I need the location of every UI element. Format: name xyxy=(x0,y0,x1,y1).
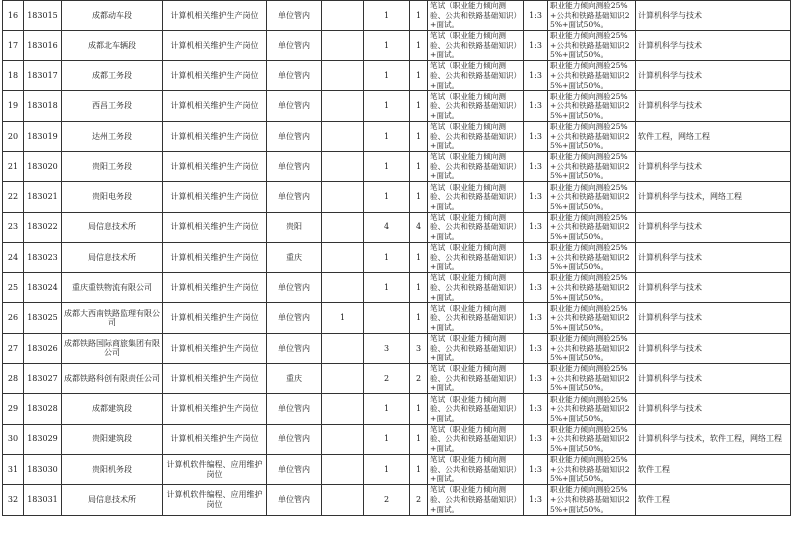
post-code-cell: 183024 xyxy=(24,273,62,303)
major-requirement-cell: 计算机科学与技术 xyxy=(636,91,791,121)
work-location-cell: 单位管内 xyxy=(267,333,322,363)
table-row xyxy=(3,454,791,484)
score-weight-cell: 职业能力倾向测验25%+公共和铁路基础知识25%+面试50%。 xyxy=(548,454,636,484)
score-weight-cell: 职业能力倾向测验25%+公共和铁路基础知识25%+面试50%。 xyxy=(548,151,636,181)
employer-cell: 贵阳电务段 xyxy=(62,182,163,212)
table-row xyxy=(3,485,791,515)
major-requirement-cell: 计算机科学与技术 xyxy=(636,303,791,333)
score-weight-cell: 职业能力倾向测验25%+公共和铁路基础知识25%+面试50%。 xyxy=(548,485,636,515)
employer-cell: 贵阳机务段 xyxy=(62,454,163,484)
employer-cell: 贵阳建筑段 xyxy=(62,424,163,454)
post-code-cell: 183031 xyxy=(24,485,62,515)
row-number-cell: 27 xyxy=(3,333,24,363)
interview-ratio-cell: 1:3 xyxy=(524,394,548,424)
post-code-cell: 183021 xyxy=(24,182,62,212)
employer-cell: 局信息技术所 xyxy=(62,485,163,515)
employer-cell: 局信息技术所 xyxy=(62,212,163,242)
major-requirement-cell: 软件工程 xyxy=(636,485,791,515)
exam-method-cell: 笔试（职业能力倾向测验、公共和铁路基础知识）+面试。 xyxy=(428,394,524,424)
employer-cell: 成都动车段 xyxy=(62,1,163,31)
post-code-cell: 183020 xyxy=(24,151,62,181)
table-row xyxy=(3,182,791,212)
position-cell: 计算机相关维护生产岗位 xyxy=(163,151,267,181)
position-cell: 计算机相关维护生产岗位 xyxy=(163,61,267,91)
position-cell: 计算机相关维护生产岗位 xyxy=(163,182,267,212)
employer-cell: 达州工务段 xyxy=(62,121,163,151)
quota-a-cell xyxy=(322,485,364,515)
interview-ratio-cell: 1:3 xyxy=(524,485,548,515)
post-code-cell: 183028 xyxy=(24,394,62,424)
work-location-cell: 单位管内 xyxy=(267,485,322,515)
employer-cell: 成都铁路国际商旅集团有限公司 xyxy=(62,333,163,363)
work-location-cell: 贵阳 xyxy=(267,212,322,242)
position-cell: 计算机相关维护生产岗位 xyxy=(163,212,267,242)
position-cell: 计算机软件编程、应用维护岗位 xyxy=(163,485,267,515)
table-row xyxy=(3,151,791,181)
major-requirement-cell: 计算机科学与技术 xyxy=(636,364,791,394)
score-weight-cell: 职业能力倾向测验25%+公共和铁路基础知识25%+面试50%。 xyxy=(548,212,636,242)
interview-ratio-cell: 1:3 xyxy=(524,242,548,272)
major-requirement-cell: 计算机科学与技术 xyxy=(636,1,791,31)
quota-b-cell: 1 xyxy=(364,1,410,31)
score-weight-cell: 职业能力倾向测验25%+公共和铁路基础知识25%+面试50%。 xyxy=(548,303,636,333)
quota-a-cell xyxy=(322,182,364,212)
quota-total-cell: 4 xyxy=(410,212,428,242)
employer-cell: 局信息技术所 xyxy=(62,242,163,272)
exam-method-cell: 笔试（职业能力倾向测验、公共和铁路基础知识）+面试。 xyxy=(428,91,524,121)
quota-a-cell xyxy=(322,273,364,303)
table-row xyxy=(3,333,791,363)
quota-a-cell xyxy=(322,91,364,121)
position-cell: 计算机相关维护生产岗位 xyxy=(163,364,267,394)
work-location-cell: 单位管内 xyxy=(267,121,322,151)
position-cell: 计算机相关维护生产岗位 xyxy=(163,121,267,151)
work-location-cell: 单位管内 xyxy=(267,182,322,212)
exam-method-cell: 笔试（职业能力倾向测验、公共和铁路基础知识）+面试。 xyxy=(428,424,524,454)
quota-total-cell: 1 xyxy=(410,151,428,181)
quota-a-cell xyxy=(322,121,364,151)
major-requirement-cell: 计算机科学与技术 xyxy=(636,242,791,272)
row-number-cell: 26 xyxy=(3,303,24,333)
post-code-cell: 183023 xyxy=(24,242,62,272)
exam-method-cell: 笔试（职业能力倾向测验、公共和铁路基础知识）+面试。 xyxy=(428,303,524,333)
exam-method-cell: 笔试（职业能力倾向测验、公共和铁路基础知识）+面试。 xyxy=(428,182,524,212)
row-number-cell: 22 xyxy=(3,182,24,212)
employer-cell: 成都北车辆段 xyxy=(62,30,163,60)
major-requirement-cell: 计算机科学与技术 xyxy=(636,212,791,242)
major-requirement-cell: 计算机科学与技术，网络工程 xyxy=(636,182,791,212)
employer-cell: 贵阳工务段 xyxy=(62,151,163,181)
post-code-cell: 183017 xyxy=(24,61,62,91)
quota-b-cell: 1 xyxy=(364,121,410,151)
score-weight-cell: 职业能力倾向测验25%+公共和铁路基础知识25%+面试50%。 xyxy=(548,424,636,454)
position-cell: 计算机软件编程、应用维护岗位 xyxy=(163,454,267,484)
score-weight-cell: 职业能力倾向测验25%+公共和铁路基础知识25%+面试50%。 xyxy=(548,91,636,121)
recruitment-table xyxy=(2,0,791,516)
quota-b-cell: 1 xyxy=(364,242,410,272)
row-number-cell: 25 xyxy=(3,273,24,303)
table-row xyxy=(3,242,791,272)
row-number-cell: 21 xyxy=(3,151,24,181)
work-location-cell: 单位管内 xyxy=(267,303,322,333)
position-cell: 计算机相关维护生产岗位 xyxy=(163,303,267,333)
exam-method-cell: 笔试（职业能力倾向测验、公共和铁路基础知识）+面试。 xyxy=(428,212,524,242)
post-code-cell: 183022 xyxy=(24,212,62,242)
score-weight-cell: 职业能力倾向测验25%+公共和铁路基础知识25%+面试50%。 xyxy=(548,61,636,91)
quota-total-cell: 2 xyxy=(410,485,428,515)
quota-total-cell: 1 xyxy=(410,91,428,121)
position-cell: 计算机相关维护生产岗位 xyxy=(163,273,267,303)
score-weight-cell: 职业能力倾向测验25%+公共和铁路基础知识25%+面试50%。 xyxy=(548,182,636,212)
row-number-cell: 30 xyxy=(3,424,24,454)
work-location-cell: 单位管内 xyxy=(267,61,322,91)
quota-b-cell xyxy=(364,303,410,333)
table-body xyxy=(3,1,791,516)
quota-a-cell xyxy=(322,242,364,272)
post-code-cell: 183029 xyxy=(24,424,62,454)
work-location-cell: 单位管内 xyxy=(267,394,322,424)
table-row xyxy=(3,91,791,121)
quota-a-cell xyxy=(322,333,364,363)
exam-method-cell: 笔试（职业能力倾向测验、公共和铁路基础知识）+面试。 xyxy=(428,333,524,363)
major-requirement-cell: 软件工程 xyxy=(636,454,791,484)
quota-a-cell xyxy=(322,61,364,91)
position-cell: 计算机相关维护生产岗位 xyxy=(163,242,267,272)
quota-a-cell xyxy=(322,424,364,454)
work-location-cell: 单位管内 xyxy=(267,91,322,121)
post-code-cell: 183026 xyxy=(24,333,62,363)
interview-ratio-cell: 1:3 xyxy=(524,61,548,91)
exam-method-cell: 笔试（职业能力倾向测验、公共和铁路基础知识）+面试。 xyxy=(428,30,524,60)
work-location-cell: 单位管内 xyxy=(267,151,322,181)
quota-a-cell xyxy=(322,454,364,484)
position-cell: 计算机相关维护生产岗位 xyxy=(163,394,267,424)
quota-b-cell: 1 xyxy=(364,273,410,303)
table-row xyxy=(3,121,791,151)
quota-total-cell: 1 xyxy=(410,303,428,333)
quota-total-cell: 1 xyxy=(410,121,428,151)
quota-b-cell: 1 xyxy=(364,182,410,212)
exam-method-cell: 笔试（职业能力倾向测验、公共和铁路基础知识）+面试。 xyxy=(428,364,524,394)
quota-a-cell xyxy=(322,30,364,60)
interview-ratio-cell: 1:3 xyxy=(524,91,548,121)
score-weight-cell: 职业能力倾向测验25%+公共和铁路基础知识25%+面试50%。 xyxy=(548,273,636,303)
row-number-cell: 16 xyxy=(3,1,24,31)
quota-total-cell: 1 xyxy=(410,242,428,272)
quota-b-cell: 1 xyxy=(364,151,410,181)
quota-b-cell: 1 xyxy=(364,394,410,424)
major-requirement-cell: 计算机科学与技术 xyxy=(636,333,791,363)
position-cell: 计算机相关维护生产岗位 xyxy=(163,1,267,31)
table-row xyxy=(3,394,791,424)
quota-total-cell: 1 xyxy=(410,273,428,303)
score-weight-cell: 职业能力倾向测验25%+公共和铁路基础知识25%+面试50%。 xyxy=(548,30,636,60)
post-code-cell: 183019 xyxy=(24,121,62,151)
major-requirement-cell: 软件工程，网络工程 xyxy=(636,121,791,151)
position-cell: 计算机相关维护生产岗位 xyxy=(163,91,267,121)
interview-ratio-cell: 1:3 xyxy=(524,121,548,151)
table-row xyxy=(3,30,791,60)
quota-a-cell xyxy=(322,212,364,242)
quota-total-cell: 2 xyxy=(410,364,428,394)
quota-total-cell: 1 xyxy=(410,30,428,60)
work-location-cell: 单位管内 xyxy=(267,1,322,31)
table-row xyxy=(3,364,791,394)
quota-total-cell: 1 xyxy=(410,61,428,91)
quota-total-cell: 3 xyxy=(410,333,428,363)
position-cell: 计算机相关维护生产岗位 xyxy=(163,333,267,363)
post-code-cell: 183025 xyxy=(24,303,62,333)
row-number-cell: 29 xyxy=(3,394,24,424)
quota-b-cell: 2 xyxy=(364,364,410,394)
post-code-cell: 183015 xyxy=(24,1,62,31)
row-number-cell: 23 xyxy=(3,212,24,242)
row-number-cell: 28 xyxy=(3,364,24,394)
table-row xyxy=(3,303,791,333)
interview-ratio-cell: 1:3 xyxy=(524,151,548,181)
quota-b-cell: 1 xyxy=(364,424,410,454)
table-row xyxy=(3,1,791,31)
table-row xyxy=(3,212,791,242)
major-requirement-cell: 计算机科学与技术 xyxy=(636,394,791,424)
quota-a-cell xyxy=(322,1,364,31)
quota-b-cell: 1 xyxy=(364,454,410,484)
post-code-cell: 183030 xyxy=(24,454,62,484)
exam-method-cell: 笔试（职业能力倾向测验、公共和铁路基础知识）+面试。 xyxy=(428,454,524,484)
quota-total-cell: 1 xyxy=(410,182,428,212)
interview-ratio-cell: 1:3 xyxy=(524,364,548,394)
post-code-cell: 183018 xyxy=(24,91,62,121)
employer-cell: 成都铁路科创有限责任公司 xyxy=(62,364,163,394)
position-cell: 计算机相关维护生产岗位 xyxy=(163,424,267,454)
work-location-cell: 单位管内 xyxy=(267,424,322,454)
employer-cell: 西昌工务段 xyxy=(62,91,163,121)
interview-ratio-cell: 1:3 xyxy=(524,333,548,363)
interview-ratio-cell: 1:3 xyxy=(524,273,548,303)
employer-cell: 成都建筑段 xyxy=(62,394,163,424)
row-number-cell: 18 xyxy=(3,61,24,91)
score-weight-cell: 职业能力倾向测验25%+公共和铁路基础知识25%+面试50%。 xyxy=(548,333,636,363)
quota-b-cell: 1 xyxy=(364,30,410,60)
score-weight-cell: 职业能力倾向测验25%+公共和铁路基础知识25%+面试50%。 xyxy=(548,242,636,272)
table-row xyxy=(3,424,791,454)
work-location-cell: 重庆 xyxy=(267,242,322,272)
employer-cell: 成都大西南铁路监理有限公司 xyxy=(62,303,163,333)
score-weight-cell: 职业能力倾向测验25%+公共和铁路基础知识25%+面试50%。 xyxy=(548,394,636,424)
interview-ratio-cell: 1:3 xyxy=(524,454,548,484)
score-weight-cell: 职业能力倾向测验25%+公共和铁路基础知识25%+面试50%。 xyxy=(548,364,636,394)
row-number-cell: 31 xyxy=(3,454,24,484)
interview-ratio-cell: 1:3 xyxy=(524,424,548,454)
work-location-cell: 单位管内 xyxy=(267,454,322,484)
exam-method-cell: 笔试（职业能力倾向测验、公共和铁路基础知识）+面试。 xyxy=(428,61,524,91)
row-number-cell: 17 xyxy=(3,30,24,60)
work-location-cell: 单位管内 xyxy=(267,30,322,60)
exam-method-cell: 笔试（职业能力倾向测验、公共和铁路基础知识）+面试。 xyxy=(428,151,524,181)
major-requirement-cell: 计算机科学与技术，软件工程，网络工程 xyxy=(636,424,791,454)
exam-method-cell: 笔试（职业能力倾向测验、公共和铁路基础知识）+面试。 xyxy=(428,242,524,272)
quota-b-cell: 1 xyxy=(364,91,410,121)
quota-b-cell: 2 xyxy=(364,485,410,515)
quota-b-cell: 4 xyxy=(364,212,410,242)
interview-ratio-cell: 1:3 xyxy=(524,30,548,60)
quota-total-cell: 1 xyxy=(410,394,428,424)
exam-method-cell: 笔试（职业能力倾向测验、公共和铁路基础知识）+面试。 xyxy=(428,273,524,303)
major-requirement-cell: 计算机科学与技术 xyxy=(636,61,791,91)
exam-method-cell: 笔试（职业能力倾向测验、公共和铁路基础知识）+面试。 xyxy=(428,121,524,151)
work-location-cell: 单位管内 xyxy=(267,273,322,303)
major-requirement-cell: 计算机科学与技术 xyxy=(636,30,791,60)
exam-method-cell: 笔试（职业能力倾向测验、公共和铁路基础知识）+面试。 xyxy=(428,1,524,31)
interview-ratio-cell: 1:3 xyxy=(524,1,548,31)
exam-method-cell: 笔试（职业能力倾向测验、公共和铁路基础知识）+面试。 xyxy=(428,485,524,515)
row-number-cell: 32 xyxy=(3,485,24,515)
quota-b-cell: 3 xyxy=(364,333,410,363)
score-weight-cell: 职业能力倾向测验25%+公共和铁路基础知识25%+面试50%。 xyxy=(548,121,636,151)
quota-a-cell xyxy=(322,394,364,424)
table-row xyxy=(3,273,791,303)
row-number-cell: 24 xyxy=(3,242,24,272)
post-code-cell: 183016 xyxy=(24,30,62,60)
quota-total-cell: 1 xyxy=(410,1,428,31)
interview-ratio-cell: 1:3 xyxy=(524,182,548,212)
interview-ratio-cell: 1:3 xyxy=(524,212,548,242)
row-number-cell: 20 xyxy=(3,121,24,151)
quota-total-cell: 1 xyxy=(410,454,428,484)
quota-total-cell: 1 xyxy=(410,424,428,454)
table-row xyxy=(3,61,791,91)
row-number-cell: 19 xyxy=(3,91,24,121)
quota-a-cell: 1 xyxy=(322,303,364,333)
interview-ratio-cell: 1:3 xyxy=(524,303,548,333)
employer-cell: 重庆重铁物流有限公司 xyxy=(62,273,163,303)
major-requirement-cell: 计算机科学与技术 xyxy=(636,273,791,303)
quota-b-cell: 1 xyxy=(364,61,410,91)
post-code-cell: 183027 xyxy=(24,364,62,394)
employer-cell: 成都工务段 xyxy=(62,61,163,91)
position-cell: 计算机相关维护生产岗位 xyxy=(163,30,267,60)
quota-a-cell xyxy=(322,151,364,181)
work-location-cell: 重庆 xyxy=(267,364,322,394)
score-weight-cell: 职业能力倾向测验25%+公共和铁路基础知识25%+面试50%。 xyxy=(548,1,636,31)
quota-a-cell xyxy=(322,364,364,394)
major-requirement-cell: 计算机科学与技术 xyxy=(636,151,791,181)
